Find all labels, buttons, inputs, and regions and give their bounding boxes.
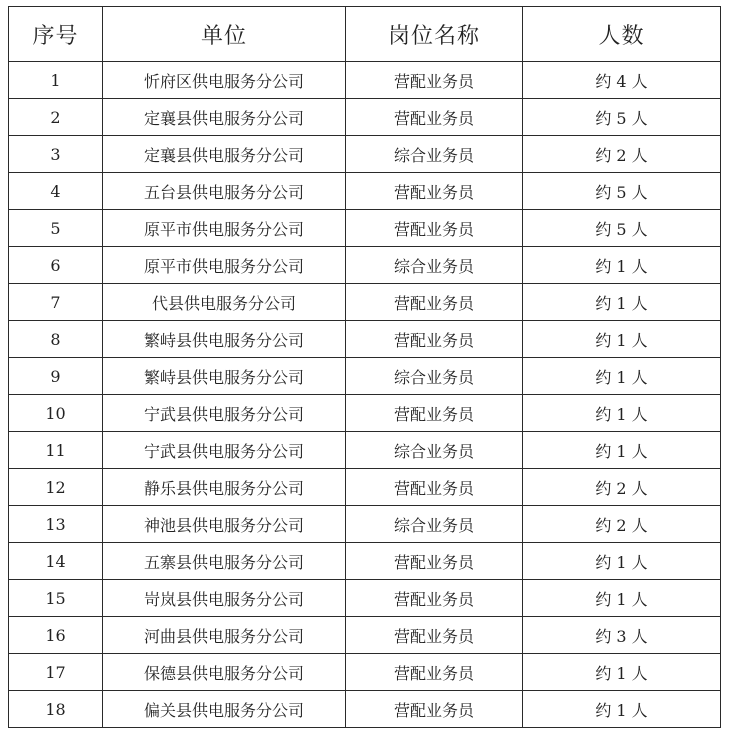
table-row [9, 284, 721, 321]
cell-seq: 10 [9, 395, 103, 432]
table-row [9, 432, 721, 469]
cell-seq: 2 [9, 99, 103, 136]
cell-seq: 15 [9, 580, 103, 617]
table-row [9, 580, 721, 617]
cell-seq: 7 [9, 284, 103, 321]
header-unit: 单位 [103, 7, 346, 62]
header-seq: 序号 [9, 7, 103, 62]
cell-seq: 6 [9, 247, 103, 284]
cell-post: 综合业务员 [346, 432, 523, 469]
cell-seq: 12 [9, 469, 103, 506]
cell-post: 综合业务员 [346, 247, 523, 284]
table-row [9, 321, 721, 358]
table-row [9, 395, 721, 432]
cell-count: 约 2 人 [523, 136, 721, 173]
header-row [9, 7, 721, 62]
cell-unit: 宁武县供电服务分公司 [103, 432, 346, 469]
cell-seq: 11 [9, 432, 103, 469]
table-row [9, 247, 721, 284]
table-row [9, 62, 721, 99]
cell-unit: 原平市供电服务分公司 [103, 210, 346, 247]
cell-seq: 17 [9, 654, 103, 691]
cell-unit: 保德县供电服务分公司 [103, 654, 346, 691]
cell-post: 营配业务员 [346, 654, 523, 691]
cell-unit: 神池县供电服务分公司 [103, 506, 346, 543]
cell-count: 约 5 人 [523, 210, 721, 247]
cell-unit: 静乐县供电服务分公司 [103, 469, 346, 506]
cell-post: 营配业务员 [346, 173, 523, 210]
cell-unit: 河曲县供电服务分公司 [103, 617, 346, 654]
header-post: 岗位名称 [346, 7, 523, 62]
cell-post: 综合业务员 [346, 506, 523, 543]
cell-count: 约 5 人 [523, 173, 721, 210]
cell-post: 营配业务员 [346, 691, 523, 728]
header-count: 人数 [523, 7, 721, 62]
cell-count: 约 2 人 [523, 469, 721, 506]
cell-count: 约 1 人 [523, 654, 721, 691]
cell-seq: 16 [9, 617, 103, 654]
table-row [9, 654, 721, 691]
table-row [9, 543, 721, 580]
cell-unit: 原平市供电服务分公司 [103, 247, 346, 284]
cell-unit: 定襄县供电服务分公司 [103, 99, 346, 136]
cell-post: 营配业务员 [346, 469, 523, 506]
cell-unit: 繁峙县供电服务分公司 [103, 321, 346, 358]
cell-post: 营配业务员 [346, 62, 523, 99]
cell-count: 约 1 人 [523, 358, 721, 395]
cell-post: 营配业务员 [346, 210, 523, 247]
table-row [9, 173, 721, 210]
cell-count: 约 1 人 [523, 395, 721, 432]
cell-post: 营配业务员 [346, 580, 523, 617]
cell-count: 约 1 人 [523, 580, 721, 617]
cell-post: 营配业务员 [346, 284, 523, 321]
staff-table [8, 6, 721, 728]
table-body [9, 62, 721, 728]
cell-post: 营配业务员 [346, 543, 523, 580]
cell-seq: 13 [9, 506, 103, 543]
cell-count: 约 3 人 [523, 617, 721, 654]
cell-seq: 4 [9, 173, 103, 210]
cell-count: 约 1 人 [523, 321, 721, 358]
cell-unit: 五台县供电服务分公司 [103, 173, 346, 210]
cell-unit: 偏关县供电服务分公司 [103, 691, 346, 728]
cell-post: 营配业务员 [346, 617, 523, 654]
cell-unit: 忻府区供电服务分公司 [103, 62, 346, 99]
cell-post: 营配业务员 [346, 321, 523, 358]
cell-count: 约 1 人 [523, 432, 721, 469]
cell-seq: 3 [9, 136, 103, 173]
cell-count: 约 1 人 [523, 247, 721, 284]
table-row [9, 210, 721, 247]
cell-seq: 5 [9, 210, 103, 247]
cell-unit: 岢岚县供电服务分公司 [103, 580, 346, 617]
table-row [9, 469, 721, 506]
table-row [9, 617, 721, 654]
cell-count: 约 1 人 [523, 284, 721, 321]
cell-count: 约 2 人 [523, 506, 721, 543]
table-row [9, 99, 721, 136]
table-row [9, 506, 721, 543]
cell-count: 约 5 人 [523, 99, 721, 136]
cell-unit: 五寨县供电服务分公司 [103, 543, 346, 580]
cell-seq: 18 [9, 691, 103, 728]
cell-count: 约 1 人 [523, 691, 721, 728]
cell-post: 营配业务员 [346, 395, 523, 432]
cell-count: 约 4 人 [523, 62, 721, 99]
cell-seq: 8 [9, 321, 103, 358]
cell-post: 综合业务员 [346, 136, 523, 173]
table-row [9, 691, 721, 728]
cell-seq: 1 [9, 62, 103, 99]
cell-count: 约 1 人 [523, 543, 721, 580]
cell-post: 营配业务员 [346, 99, 523, 136]
cell-post: 综合业务员 [346, 358, 523, 395]
cell-unit: 代县供电服务分公司 [103, 284, 346, 321]
table-row [9, 358, 721, 395]
cell-seq: 14 [9, 543, 103, 580]
table-row [9, 136, 721, 173]
cell-unit: 繁峙县供电服务分公司 [103, 358, 346, 395]
cell-unit: 定襄县供电服务分公司 [103, 136, 346, 173]
cell-seq: 9 [9, 358, 103, 395]
cell-unit: 宁武县供电服务分公司 [103, 395, 346, 432]
